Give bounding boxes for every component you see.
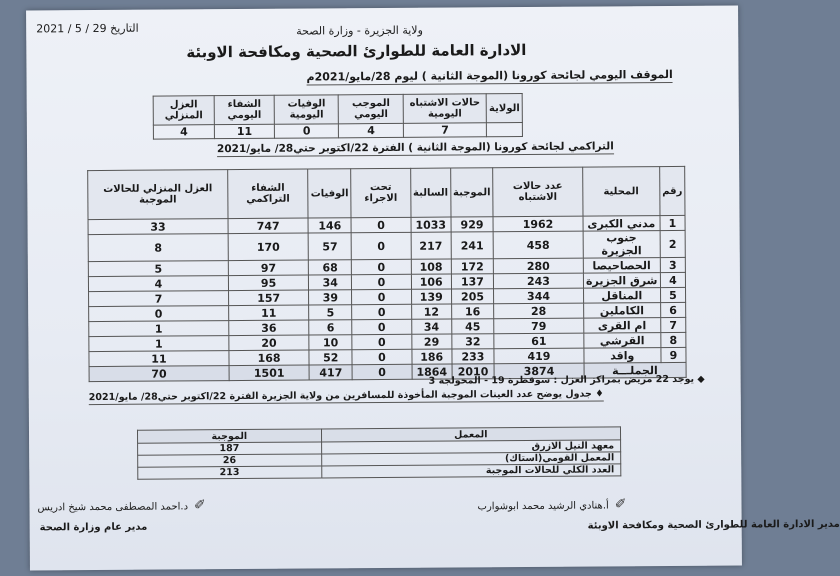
total-cell: 2010 [452, 364, 495, 379]
table-cell: 2 [660, 230, 685, 257]
table-cell: 4 [153, 125, 214, 139]
signature-mark-icon: ✐ [193, 497, 206, 514]
table-cell: 419 [494, 348, 584, 364]
table-cell: 0 [352, 334, 412, 349]
right-signatory-name [477, 496, 626, 513]
table-cell: 0 [352, 319, 412, 334]
table-cell: 36 [229, 320, 310, 336]
table-cell: القرشي [584, 333, 661, 349]
table-cell: 0 [352, 304, 412, 319]
table-cell: 32 [452, 334, 495, 349]
table-cell: 344 [494, 288, 584, 304]
table-cell: 168 [229, 350, 310, 366]
lab-name: معهد النيل الازرق [321, 440, 621, 454]
table-cell: 5 [88, 261, 228, 277]
table-cell: 157 [228, 290, 309, 306]
daily-table-header [153, 94, 522, 126]
labs-table [137, 426, 621, 479]
col-header: عدد حالات الاشتباه [493, 167, 583, 217]
table-cell: 16 [451, 304, 494, 319]
table-cell: 108 [411, 259, 451, 274]
table-cell: 5 [309, 305, 352, 320]
total-cell: 0 [352, 364, 412, 379]
table-cell: 52 [309, 350, 352, 365]
table-cell: 233 [452, 349, 495, 364]
col-header: المعمل [321, 427, 621, 442]
table-cell: ام القرى [583, 318, 660, 334]
table-cell: 11 [228, 305, 309, 321]
table-cell: 280 [494, 258, 584, 274]
table-cell: 20 [229, 335, 310, 351]
isolation-note-text: يوجد 22 مريض بمراكز العزل : سوقطرة 19 - المحولجة 3 [428, 373, 695, 387]
total-cell: الجملـــة [584, 362, 686, 378]
table-cell: 1033 [411, 217, 451, 232]
lab-name: المعمل القومي(استاك) [321, 452, 621, 466]
table-cell: 39 [309, 290, 352, 305]
lab-count: 187 [138, 442, 322, 455]
isolation-note: ◆ يوجد 22 مريض بمراكز العزل : سوقطرة 19 - المحولجة 3 [428, 373, 705, 387]
table-cell: 139 [411, 289, 451, 304]
cumulative-table-header [88, 166, 685, 219]
right-signatory-name-text: أ.هنادي الرشيد محمد ابوشوارب [477, 500, 609, 513]
col-header: رقم [660, 166, 685, 215]
lab-name: العدد الكلي للحالات الموجبة [321, 464, 621, 478]
col-header: تحت الاجراء [351, 168, 411, 217]
table-cell: 7 [89, 291, 229, 307]
table-cell: 4 [660, 272, 685, 287]
total-cell: 1864 [412, 364, 452, 379]
col-header: الولاية [486, 94, 522, 123]
table-row [153, 123, 522, 140]
table-cell: 6 [660, 302, 685, 317]
table-cell: 243 [494, 273, 584, 289]
total-cell: 70 [89, 366, 229, 382]
travelers-note-text: جدول يوضح عدد العينات الموجبة المأخوذة للمسافرين من ولاية الجزيرة الفترة 22/اكتوبر حتي28/ مايو/2021 [88, 388, 592, 404]
table-cell: 9 [661, 347, 686, 362]
table-cell: 186 [412, 349, 452, 364]
left-signatory-name [37, 497, 205, 514]
table-cell: 10 [309, 335, 352, 350]
left-signatory-name-text: د.احمد المصطفى محمد شيخ ادريس [37, 501, 189, 514]
col-header: الموجبة [450, 168, 493, 217]
table-cell: 106 [411, 274, 451, 289]
table-cell: 34 [309, 275, 352, 290]
table-cell: 0 [352, 349, 412, 364]
table-cell: 747 [228, 218, 309, 234]
col-header: السالبة [410, 168, 450, 217]
left-signatory-title: مدير عام وزارة الصحة [39, 521, 148, 534]
travelers-note: ♦ جدول يوضح عدد العينات الموجبة المأخوذة للمسافرين من ولاية الجزيرة الفترة 22/اكتوبر حتي28/ مايو/2021 [88, 388, 604, 404]
table-cell: 3 [660, 257, 685, 272]
table-cell: مدني الكبرى [583, 216, 660, 232]
table-cell: 205 [451, 289, 494, 304]
table-cell: 137 [451, 274, 494, 289]
table-cell: 6 [309, 320, 352, 335]
table-cell: 28 [494, 303, 584, 319]
table-cell: 8 [661, 332, 686, 347]
table-cell: 458 [493, 231, 583, 259]
col-header: حالات الاشتباه اليومية [403, 94, 487, 124]
table-cell: 45 [451, 319, 494, 334]
table-cell: جنوب الجزيرة [583, 231, 660, 259]
table-cell: 170 [228, 233, 309, 261]
table-cell: 12 [411, 304, 451, 319]
table-row [88, 230, 685, 261]
table-cell: 0 [351, 217, 411, 232]
table-cell: 217 [411, 232, 451, 259]
col-header: المحلية [582, 167, 659, 217]
table-cell: 0 [352, 259, 412, 274]
table-cell: 1 [89, 336, 229, 352]
lab-count: 213 [138, 466, 322, 479]
col-header: الموجبة [137, 429, 321, 443]
table-cell: 1962 [493, 216, 583, 232]
table-cell: 0 [352, 274, 412, 289]
table-cell: 79 [494, 318, 584, 334]
total-cell: 417 [309, 365, 352, 380]
table-cell: 11 [89, 351, 229, 367]
table-cell: 4 [88, 276, 228, 292]
table-cell: 0 [274, 124, 338, 138]
table-cell: 61 [494, 333, 584, 349]
directorate-title: الادارة العامة للطوارئ الصحية ومكافحة الاوبئة [186, 41, 527, 62]
table-cell: 172 [451, 259, 494, 274]
table-cell: 68 [309, 260, 352, 275]
total-cell: 1501 [229, 365, 310, 381]
table-cell: الحصاحيصا [583, 258, 660, 274]
cumulative-table [87, 166, 686, 382]
table-cell: الكاملين [583, 303, 660, 319]
table-cell: 0 [352, 289, 412, 304]
table-cell: 97 [228, 260, 309, 276]
ministry-name: ولاية الجزيرة - وزارة الصحة [296, 23, 423, 38]
col-header: الوفيات اليومية [274, 95, 339, 124]
table-cell: 8 [88, 234, 228, 262]
table-cell: 7 [403, 123, 486, 138]
col-header: الموجب اليومي [339, 94, 404, 123]
table-cell: 1 [89, 321, 229, 337]
table-cell: 4 [339, 123, 404, 137]
table-cell [487, 123, 523, 137]
table-cell: 34 [411, 319, 451, 334]
daily-report-title: الموقف اليومي لجائحة كورونا (الموجة الثانية ) ليوم 28/مايو/2021م [306, 67, 673, 84]
table-cell: 95 [228, 275, 309, 291]
lab-count: 26 [138, 454, 322, 467]
col-header: الشفاء اليومي [214, 95, 274, 124]
table-row [138, 464, 621, 479]
table-cell: 1 [660, 215, 685, 230]
table-cell: 5 [660, 287, 685, 302]
col-header: الشفاء التراكمي [228, 169, 309, 219]
table-cell: 0 [351, 232, 411, 259]
table-cell: 57 [308, 233, 351, 260]
table-cell: 29 [412, 334, 452, 349]
table-cell: 146 [308, 218, 351, 233]
col-header: الوفيات [308, 169, 351, 218]
table-cell: 33 [88, 219, 228, 235]
table-cell: شرق الجزيرة [583, 273, 660, 289]
table-cell: 7 [661, 317, 686, 332]
daily-table [153, 93, 523, 140]
right-signatory-title: مدير الادارة العامة للطوارئ الصحية ومكافحة الاوبئة [587, 518, 840, 532]
cumulative-report-title: التراكمي لجائحة كورونا (الموجة الثانية ) الفترة 22/اكتوبر حتي28/ مايو/2021 [216, 140, 614, 156]
table-cell: واقد [584, 348, 661, 364]
signature-mark-icon: ✐ [614, 496, 627, 513]
table-cell: 929 [451, 217, 494, 232]
document-date: التاريخ 29 / 5 / 2021 [36, 21, 139, 36]
document-page [26, 6, 840, 571]
table-cell: 241 [451, 232, 494, 259]
table-cell: 11 [214, 124, 274, 138]
table-cell: 0 [89, 306, 229, 322]
col-header: العزل المنزلي [153, 96, 214, 125]
table-cell: المناقل [583, 288, 660, 304]
total-cell: 3874 [494, 363, 584, 379]
col-header: العزل المنزلي للحالات الموجبة [88, 170, 228, 220]
